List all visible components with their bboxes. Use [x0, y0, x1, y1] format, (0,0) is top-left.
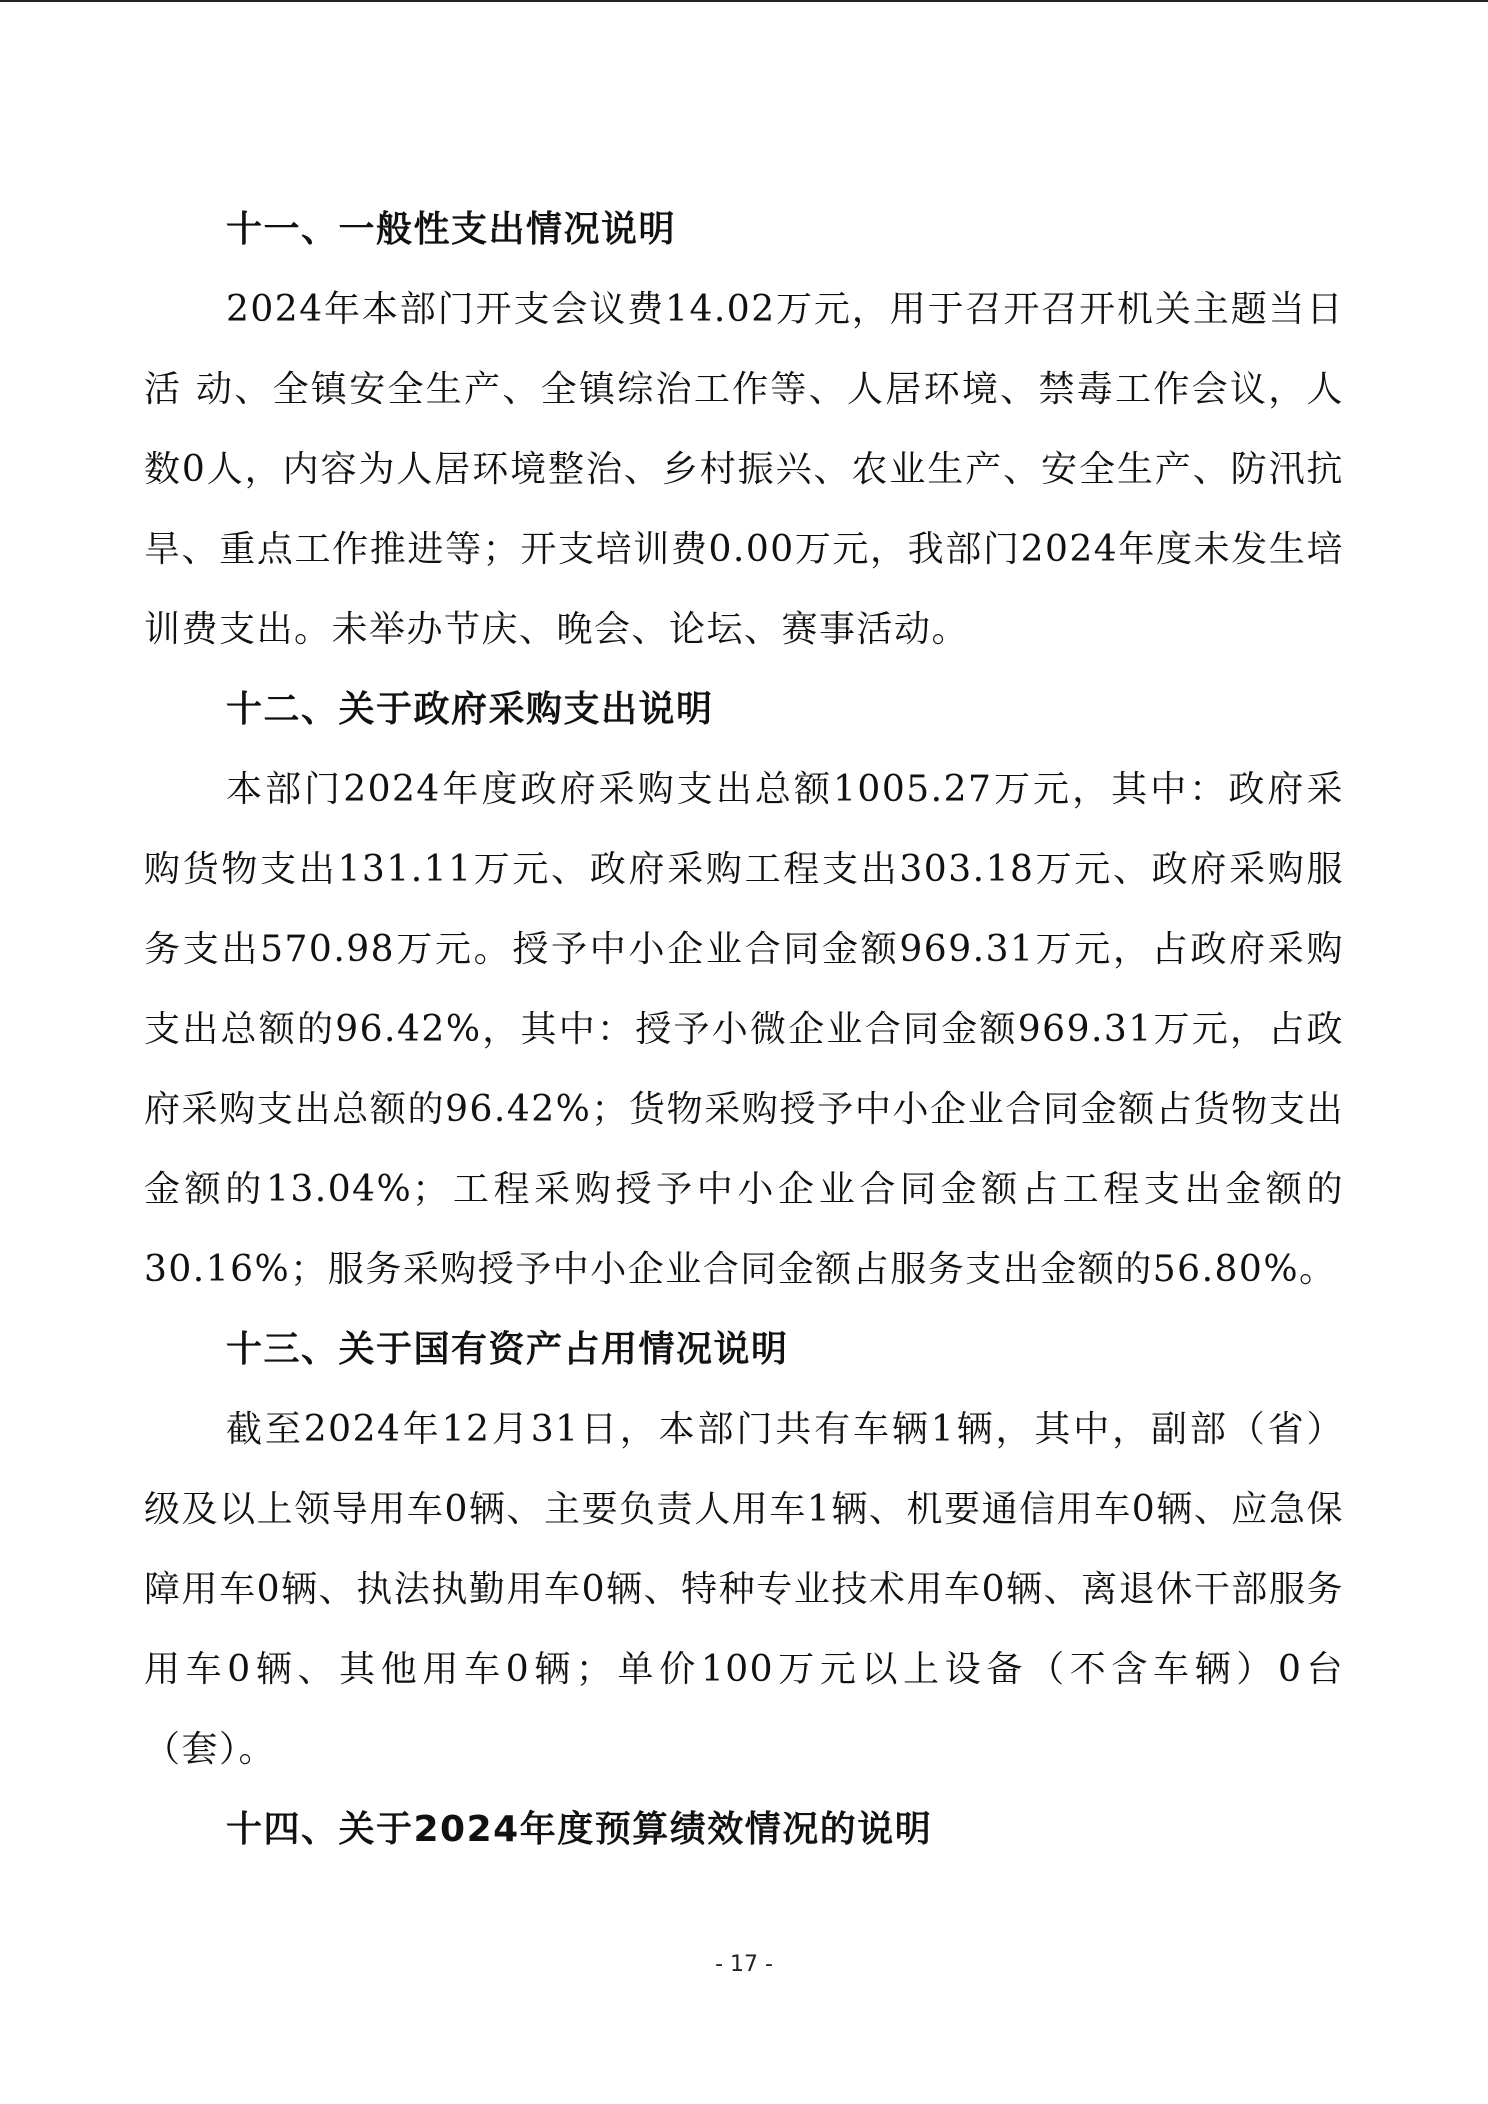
- section-heading: 十三、关于国有资产占用情况说明: [226, 1329, 789, 1370]
- section-budget-performance: [144, 1790, 1344, 1870]
- page-top-border: [0, 0, 1488, 2]
- section-paragraph: 本部门2024年度政府采购支出总额1005.27万元，其中：政府采购货物支出131.11万元、政府采购工程支出303.18万元、政府采购服务支出570.98万元。授予中小企业合同金额969.31万元，占政府采购支出总额的96.42%，其中：授予小微企业合同金额969.31万元，占政府采购支出总额的96.42%；货物采购授予中小企业合同金额占货物支出金额的13.04%；工程采购授予中小企业合同金额占工程支出金额的30.16%；服务采购授予中小企业合同金额占服务支出金额的56.80%。: [144, 769, 1344, 1290]
- page-number: - 17 -: [715, 1952, 773, 1977]
- section-heading: 十二、关于政府采购支出说明: [226, 689, 714, 730]
- section-heading: 十一、一般性支出情况说明: [226, 209, 677, 250]
- section-government-procurement: [144, 670, 1344, 1310]
- section-state-assets: [144, 1310, 1344, 1790]
- section-heading: 十四、关于2024年度预算绩效情况的说明: [226, 1809, 933, 1850]
- section-paragraph: 2024年本部门开支会议费14.02万元，用于召开召开机关主题当日活 动、全镇安全生产、全镇综治工作等、人居环境、禁毒工作会议，人数0人，内容为人居环境整治、乡村振兴、农业生产、安全生产、防汛抗旱、重点工作推进等；开支培训费0.00万元，我部门2024年度未发生培训费支出。未举办节庆、晚会、论坛、赛事活动。: [144, 289, 1344, 650]
- section-paragraph: 截至2024年12月31日，本部门共有车辆1辆，其中，副部（省）级及以上领导用车0辆、主要负责人用车1辆、机要通信用车0辆、应急保障用车0辆、执法执勤用车0辆、特种专业技术用车0辆、离退休干部服务用车0辆、其他用车0辆；单价100万元以上设备（不含车辆）0台（套）。: [144, 1409, 1344, 1770]
- section-general-expenditure: [144, 190, 1344, 670]
- document-body: [144, 190, 1344, 1870]
